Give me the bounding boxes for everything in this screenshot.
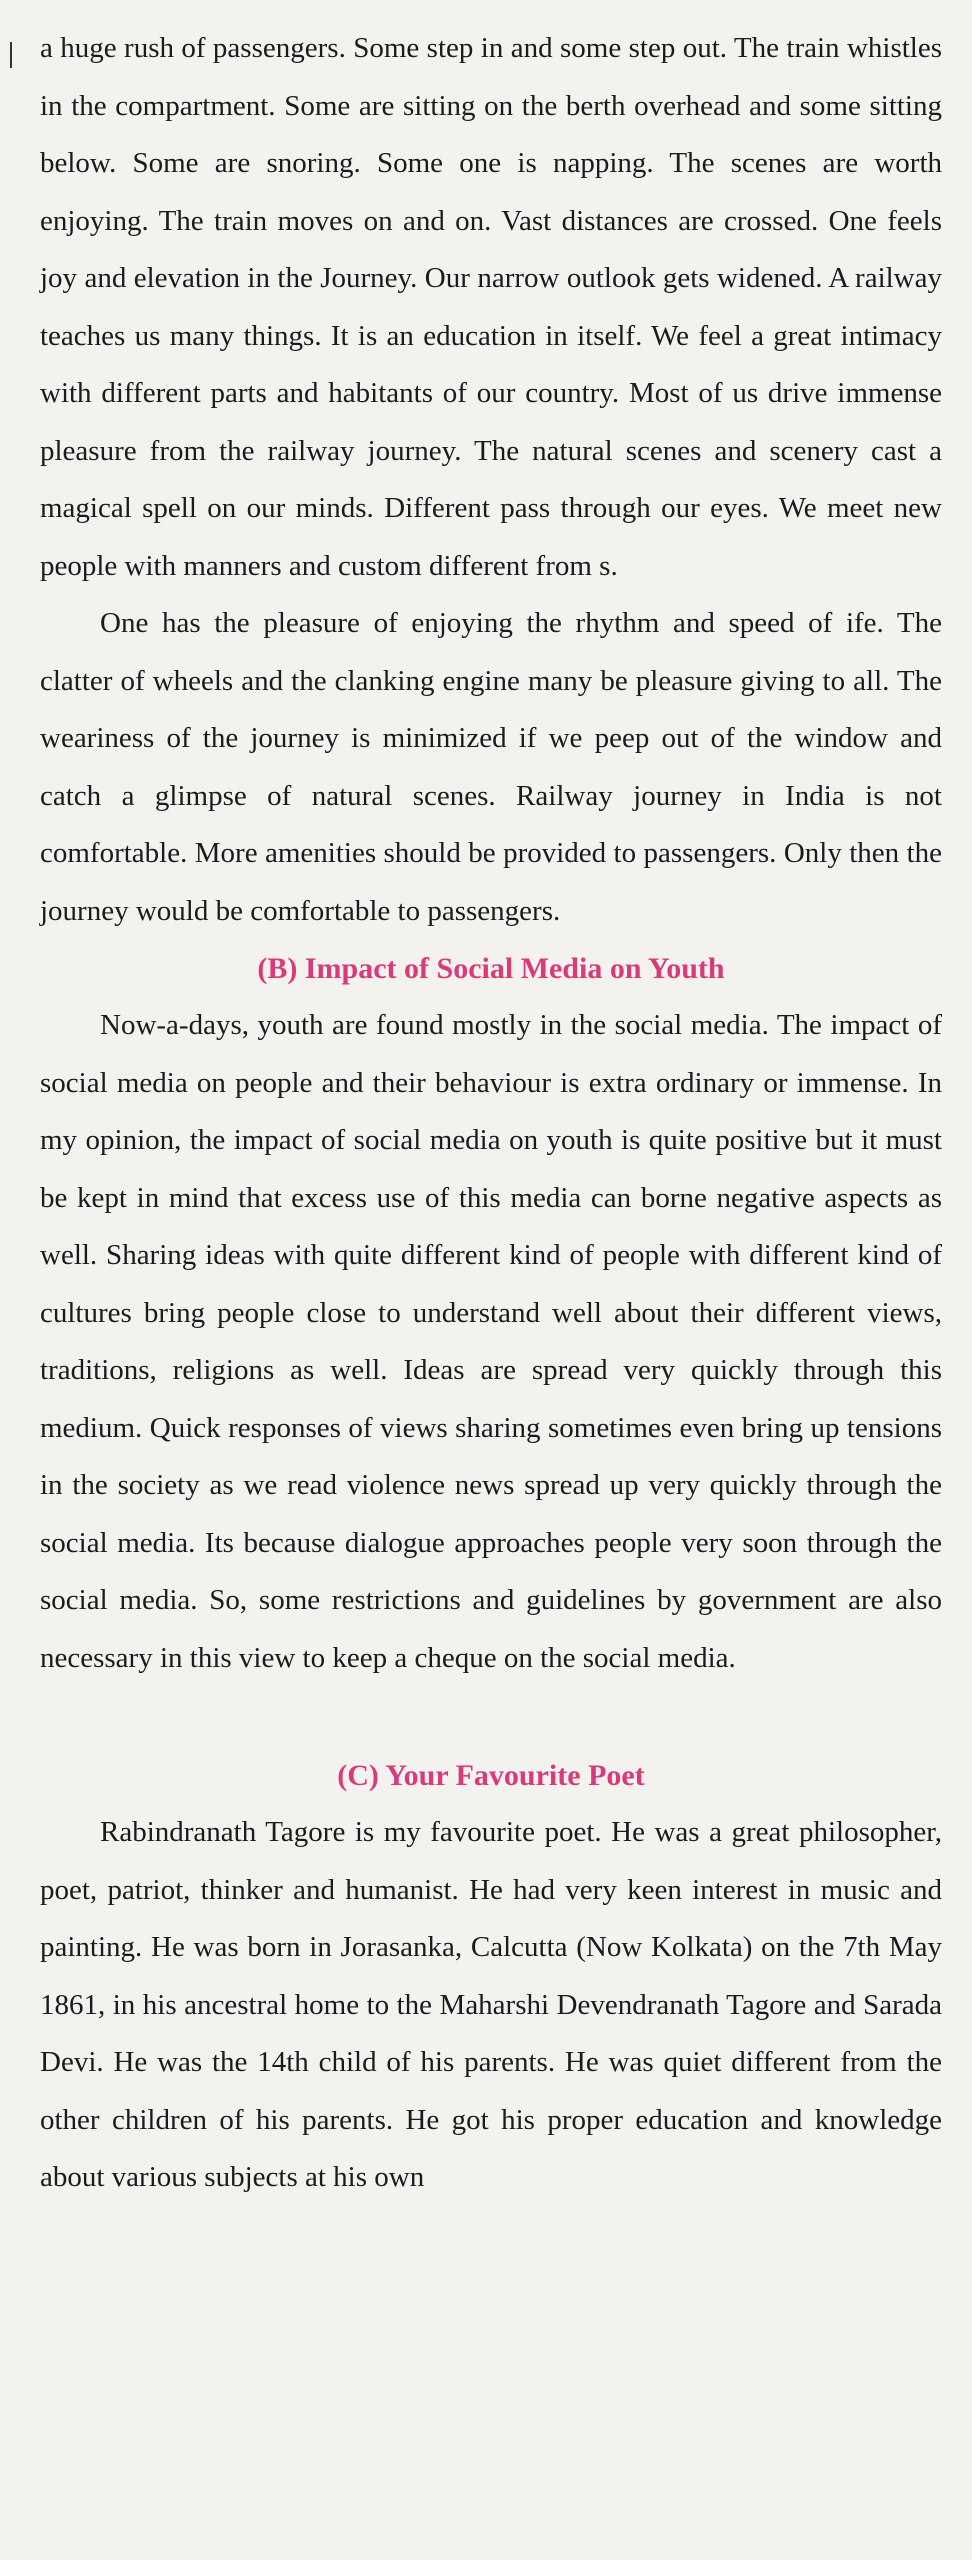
section-c-paragraph: Rabindranath Tagore is my favourite poet. He was a great philosopher, poet, patriot, thinker and humanist. He had very keen interest in music and painting. He was born in Jorasanka, Calcutta (Now Kolkata) on the 7th May 1861, in his ancestral home to the Maharshi Devendranath Tagore and Sarada Devi. He was the 14th child of his parents. He was quiet different from the other children of his parents. He got his proper education and knowledge about various subjects at his own: [40, 1816, 942, 2193]
paragraph-railway-journey-part2: One has the pleasure of enjoying the rhythm and speed of ife. The clatter of wheels and the clanking engine many be pleasure giving to all. The weariness of the journey is minimized if we peep out of the window and catch a glimpse of natural scenes. Railway journey in India is not comfortable. More amenities should be provided to passengers. Only then the journey would be comfortable to passengers.: [40, 607, 942, 927]
section-b-heading: (B) Impact of Social Media on Youth: [257, 952, 725, 985]
section-gap: [40, 1687, 942, 1747]
paragraph-railway-journey-part1: a huge rush of passengers. Some step in and some step out. The train whistles in the compartment. Some are sitting on the berth overhead and some sitting below. Some are snoring. Some one is napping. The scenes are worth enjoying. The train moves on and on. Vast distances are crossed. One feels joy and elevation in the Journey. Our narrow outlook gets widened. A railway teaches us many things. It is an education in itself. We feel a great intimacy with different parts and habitants of our country. Most of us drive immense pleasure from the railway journey. The natural scenes and scenery cast a magical spell on our minds. Different pass through our eyes. We meet new people with manners and custom different from s.: [40, 32, 942, 582]
margin-mark: [10, 42, 12, 68]
section-c-heading: (C) Your Favourite Poet: [337, 1759, 645, 1792]
section-b-paragraph: Now-a-days, youth are found mostly in the social media. The impact of social media on people and their behaviour is extra ordinary or immense. In my opinion, the impact of social media on youth is quite positive but it must be kept in mind that excess use of this media can borne negative aspects as well. Sharing ideas with quite different kind of people with different kind of cultures bring people close to understand well about their different views, traditions, religions as well. Ideas are spread very quickly through this medium. Quick responses of views sharing sometimes even bring up tensions in the society as we read violence news spread up very quickly through the social media. Its because dialogue approaches people very soon through the social media. So, some restrictions and guidelines by government are also necessary in this view to keep a cheque on the social media.: [40, 1009, 942, 1674]
